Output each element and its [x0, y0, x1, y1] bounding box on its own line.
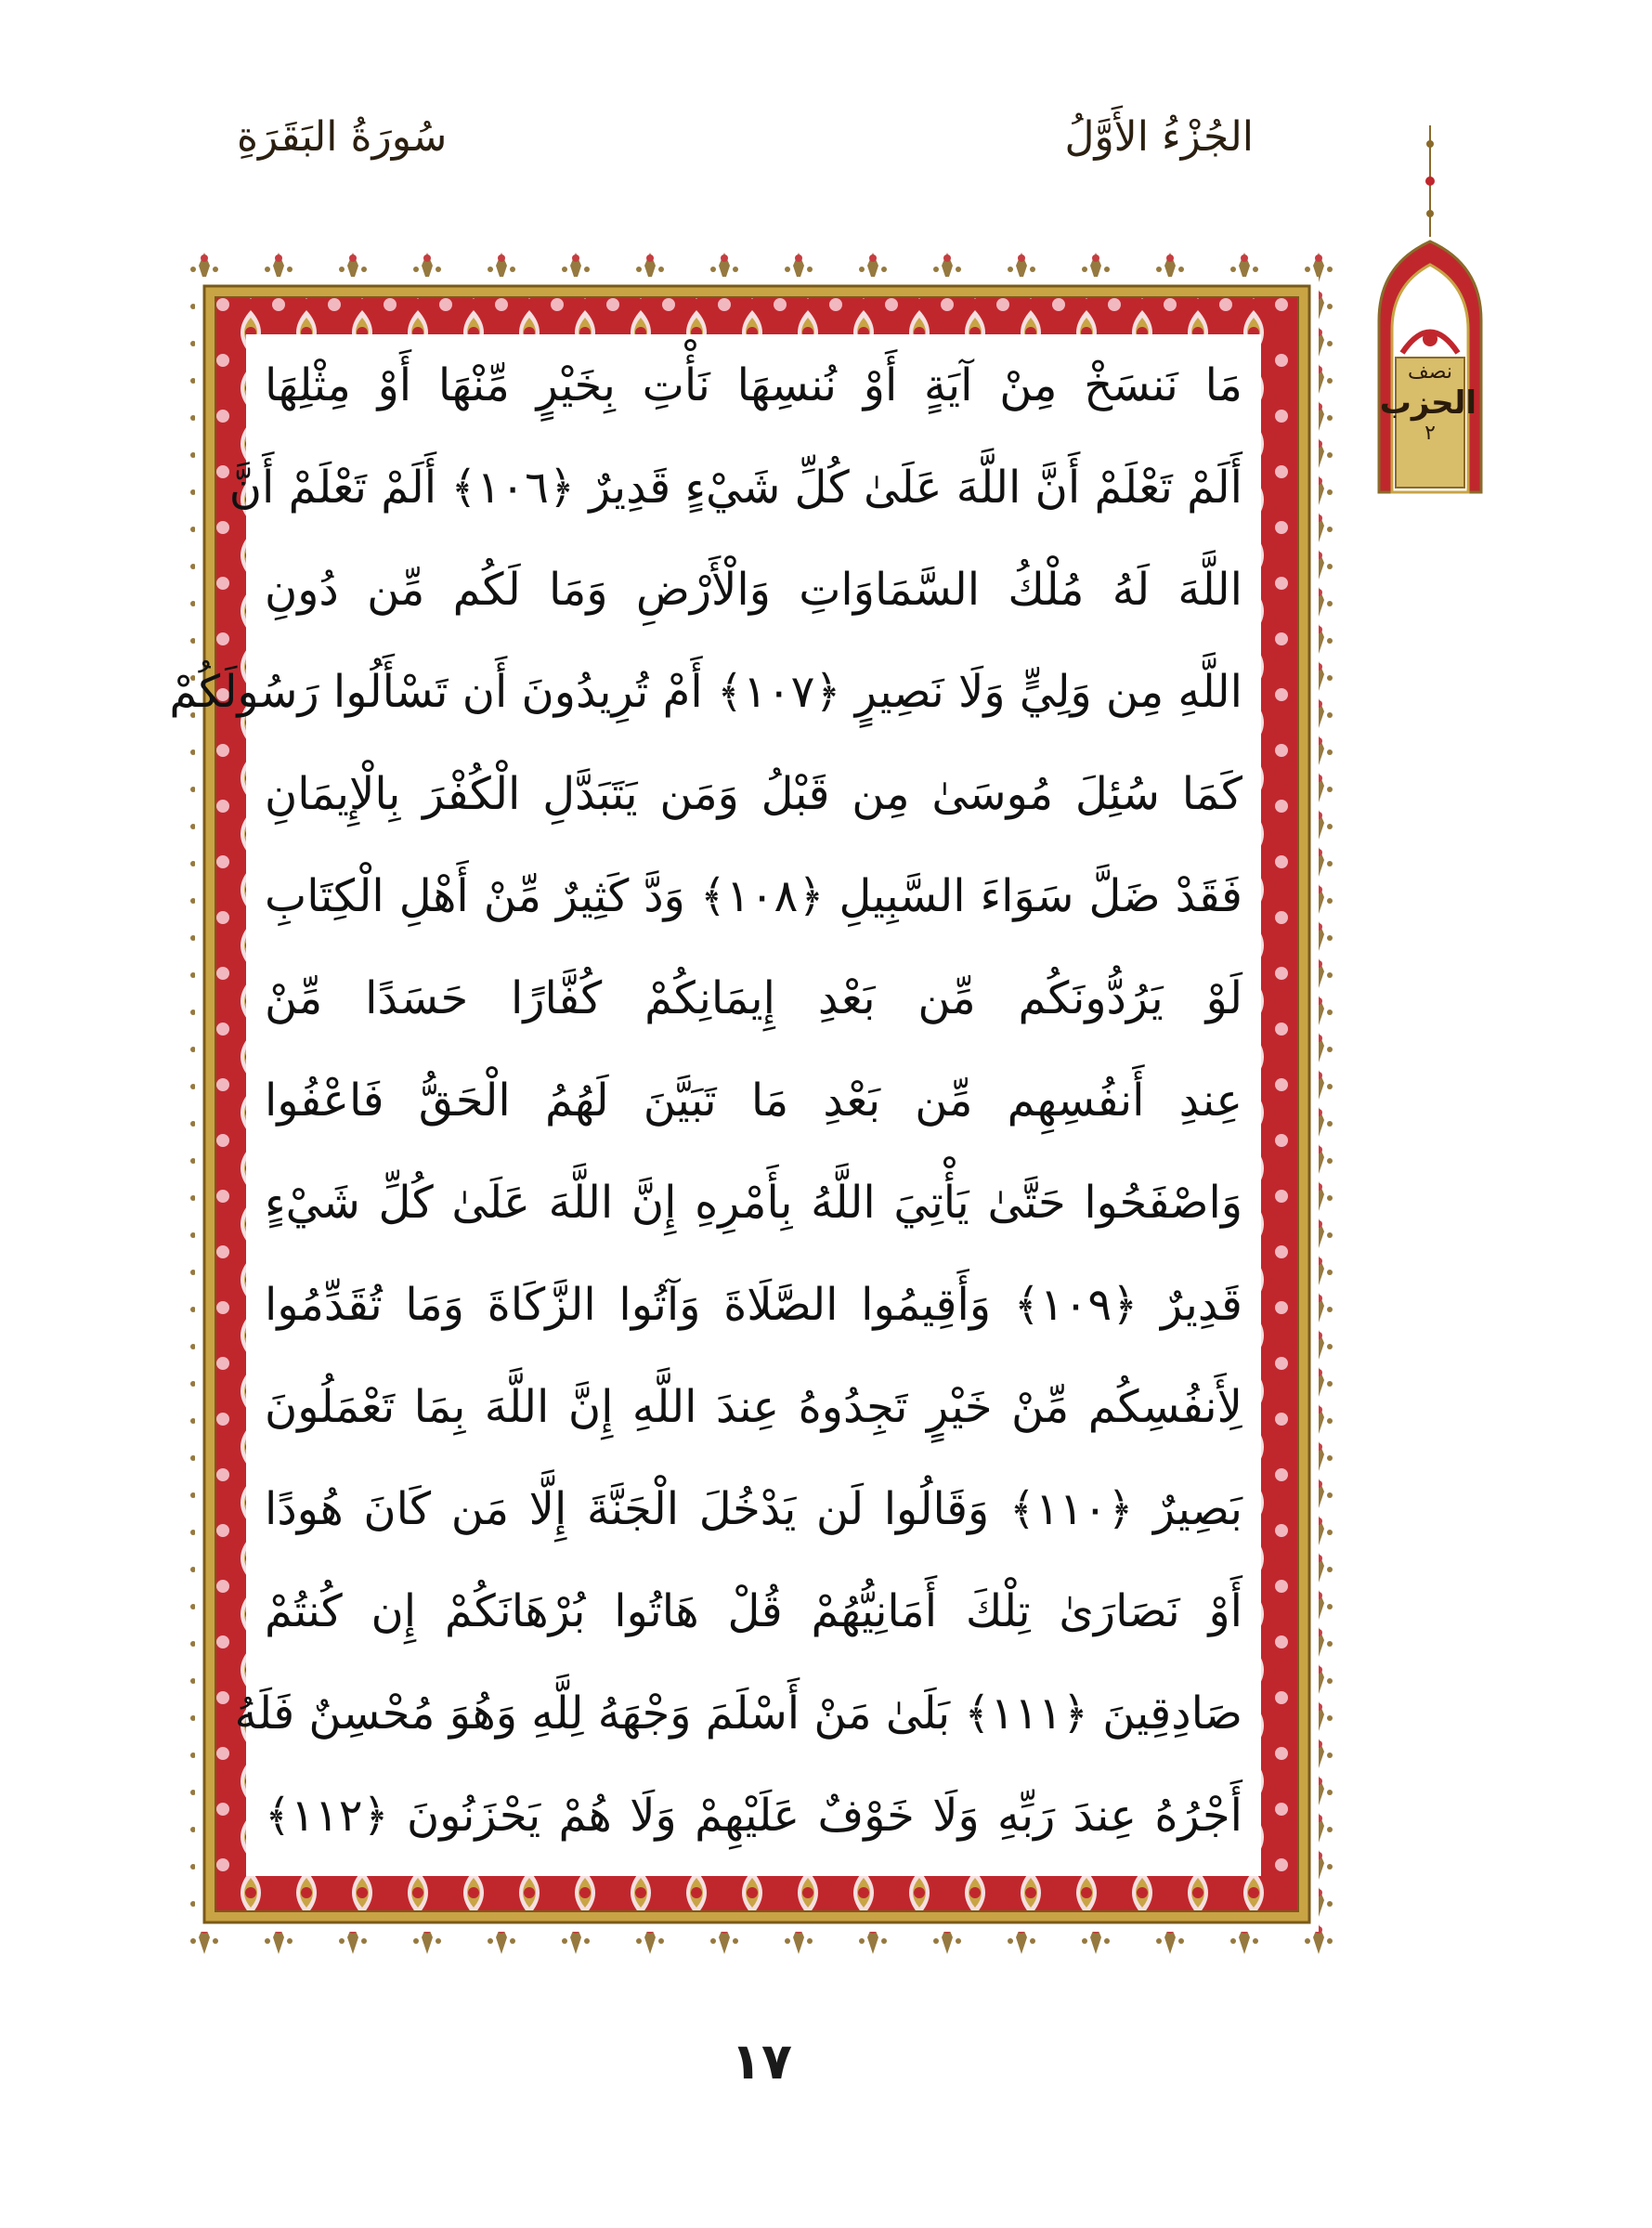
hizb-label-line3: ٢	[1424, 422, 1436, 445]
page-number: ١٧	[731, 2032, 792, 2091]
text-line-6: فَقَدْ ضَلَّ سَوَاءَ السَّبِيلِ ﴿١٠٨﴾ وَدَّ كَثِيرٌ مِّنْ أَهْلِ الْكِتَابِ	[265, 870, 1242, 922]
text-line-9: وَاصْفَحُوا حَتَّىٰ يَأْتِيَ اللَّهُ بِأَمْرِهِ إِنَّ اللَّهَ عَلَىٰ كُلِّ شَيْءٍ	[265, 1177, 1242, 1229]
text-line-13: أَوْ نَصَارَىٰ تِلْكَ أَمَانِيُّهُمْ قُلْ هَاتُوا بُرْهَانَكُمْ إِن كُنتُمْ	[265, 1585, 1242, 1637]
text-line-10: قَدِيرٌ ﴿١٠٩﴾ وَأَقِيمُوا الصَّلَاةَ وَآتُوا الزَّكَاةَ وَمَا تُقَدِّمُوا	[265, 1279, 1242, 1331]
hizb-label-line2: الحزب	[1379, 384, 1476, 422]
text-line-15: أَجْرُهُ عِندَ رَبِّهِ وَلَا خَوْفٌ عَلَيْهِمْ وَلَا هُمْ يَحْزَنُونَ ﴿١١٢﴾	[265, 1790, 1242, 1842]
text-line-5: كَمَا سُئِلَ مُوسَىٰ مِن قَبْلُ وَمَن يَتَبَدَّلِ الْكُفْرَ بِالْإِيمَانِ	[265, 768, 1242, 820]
text-line-4: اللَّهِ مِن وَلِيٍّ وَلَا نَصِيرٍ ﴿١٠٧﴾ أَمْ تُرِيدُونَ أَن تَسْأَلُوا رَسُولَكُمْ	[169, 666, 1242, 718]
text-line-2: أَلَمْ تَعْلَمْ أَنَّ اللَّهَ عَلَىٰ كُلِّ شَيْءٍ قَدِيرٌ ﴿١٠٦﴾ أَلَمْ تَعْلَمْ أَنَّ	[228, 462, 1242, 514]
text-line-14: صَادِقِينَ ﴿١١١﴾ بَلَىٰ مَنْ أَسْلَمَ وَجْهَهُ لِلَّهِ وَهُوَ مُحْسِنٌ فَلَهُ	[234, 1687, 1242, 1739]
hizb-label	[1379, 360, 1476, 446]
juz-title: الجُزْءُ الأَوَّلُ	[1064, 113, 1254, 161]
hizb-label-line1: نصف	[1408, 360, 1452, 384]
text-line-12: بَصِيرٌ ﴿١١٠﴾ وَقَالُوا لَن يَدْخُلَ الْجَنَّةَ إِلَّا مَن كَانَ هُودًا	[265, 1483, 1243, 1535]
text-line-3: اللَّهَ لَهُ مُلْكُ السَّمَاوَاتِ وَالْأَرْضِ وَمَا لَكُم مِّن دُونِ	[265, 564, 1242, 616]
text-line-1: مَا نَنسَخْ مِنْ آيَةٍ أَوْ نُنسِهَا نَأْتِ بِخَيْرٍ مِّنْهَا أَوْ مِثْلِهَا	[265, 359, 1242, 411]
surah-title: سُورَةُ البَقَرَةِ	[237, 113, 448, 161]
text-line-11: لِأَنفُسِكُم مِّنْ خَيْرٍ تَجِدُوهُ عِندَ اللَّهِ إِنَّ اللَّهَ بِمَا تَعْمَلُونَ	[265, 1381, 1242, 1433]
quran-text-area	[169, 334, 1261, 1876]
text-line-7: لَوْ يَرُدُّونَكُم مِّن بَعْدِ إِيمَانِكُمْ كُفَّارًا حَسَدًا مِّنْ	[265, 972, 1242, 1024]
text-line-8: عِندِ أَنفُسِهِم مِّن بَعْدِ مَا تَبَيَّنَ لَهُمُ الْحَقُّ فَاعْفُوا	[265, 1075, 1242, 1127]
